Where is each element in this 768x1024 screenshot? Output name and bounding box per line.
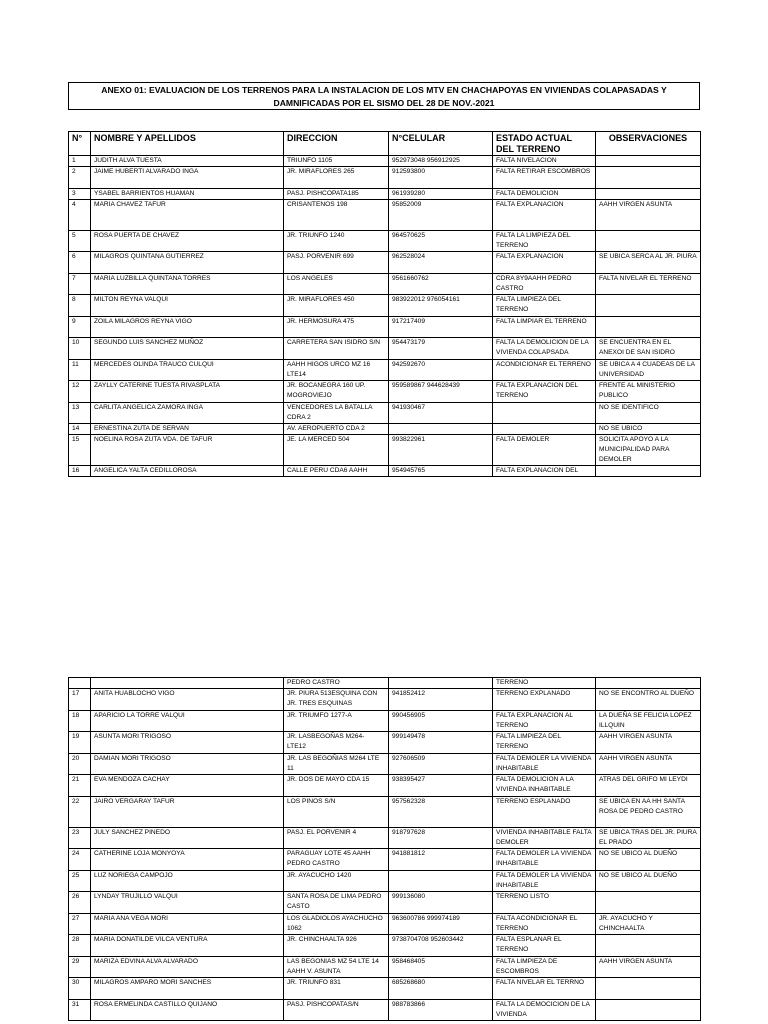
document-title: ANEXO 01: EVALUACION DE LOS TERRENOS PARA LA INSTALACION DE LOS MTV EN CHACHAPOYAS EN VIVIENDAS COLAPASADAS Y DAMNIFICADAS POR EL SISMO DEL 28 DE NOV.-2021 [68, 82, 700, 110]
cell-observations: AAHH VIRGEN ASUNTA [596, 199, 701, 230]
cell-phone: 95852009 [389, 199, 493, 230]
cell-observations [596, 678, 701, 689]
cell-observations: SE UBICA A 4 CUADEAS DE LA UNIVERSIDAD [596, 359, 701, 381]
cell-number: 14 [69, 424, 91, 435]
cell-status: FALTA EXPLANACION AL TERRENO [493, 710, 596, 732]
cell-observations [596, 466, 701, 477]
cell-address: PASJ. PISHCOPATA185 [284, 188, 389, 199]
cell-status: FALTA NIVELAR EL TERRNO [493, 978, 596, 1000]
cell-address: PASJ. EL PORVENIR 4 [284, 827, 389, 849]
cell-phone: 959589867 944628439 [389, 381, 493, 403]
cell-observations: NO SE IDENTIFICO [596, 402, 701, 424]
table-row [69, 732, 701, 754]
cell-name: MARIA ANA VEGA MORI [91, 913, 284, 935]
table-row [69, 710, 701, 732]
terrain-evaluation-table-page-1 [68, 131, 701, 477]
cell-name: MILAGROS AMPARO MORI SANCHES [91, 978, 284, 1000]
cell-observations: LA DUEÑA SE FELICIA LOPEZ ILLQUIN [596, 710, 701, 732]
cell-observations: NO SE UBICO [596, 424, 701, 435]
cell-phone: 938395427 [389, 775, 493, 797]
cell-phone: 918797628 [389, 827, 493, 849]
cell-number: 22 [69, 796, 91, 827]
cell-address: VENCEDORES LA BATALLA CDRA 2 [284, 402, 389, 424]
cell-status: FALTA LIMPIEZA DEL TERRENO [493, 732, 596, 754]
cell-address: JR. DOS DE MAYO CDA 15 [284, 775, 389, 797]
cell-observations: ATRAS DEL GRIFO MI LEYDI [596, 775, 701, 797]
table-row [69, 870, 701, 892]
table-row [69, 167, 701, 189]
cell-observations [596, 316, 701, 338]
cell-status: FALTA EXPLANACION [493, 252, 596, 274]
cell-phone: 941881812 [389, 849, 493, 871]
cell-number: 21 [69, 775, 91, 797]
cell-name: EVA MENDOZA CACHAY [91, 775, 284, 797]
table-row [69, 956, 701, 978]
table-row [69, 796, 701, 827]
cell-address: LOS ANGELES [284, 273, 389, 295]
cell-phone: 685268680 [389, 978, 493, 1000]
cell-observations: SE UBICA TRAS DEL JR. PIURA EL PRADO [596, 827, 701, 849]
cell-name: JAIRO VERGARAY TAFUR [91, 796, 284, 827]
terrain-evaluation-table-page-2 [68, 677, 701, 1021]
cell-status: FALTA LA DEMOLICION DE LA VIVIENDA COLAPSADA [493, 338, 596, 360]
cell-status: TERRENO EXPLANADO [493, 689, 596, 711]
col-header-status: ESTADO ACTUAL DEL TERRENO [493, 132, 596, 156]
cell-number: 10 [69, 338, 91, 360]
table-row-continuation [69, 678, 701, 689]
cell-status: FALTA DEMOLER [493, 435, 596, 466]
table-row [69, 935, 701, 957]
cell-name: JULY SANCHEZ PINEDO [91, 827, 284, 849]
cell-number: 20 [69, 753, 91, 775]
cell-status: FALTA EXPLANACION DEL [493, 466, 596, 477]
cell-address: PEDRO CASTRO [284, 678, 389, 689]
cell-observations [596, 188, 701, 199]
cell-address: LOS GLADIOLOS AYACHUCHO 1062 [284, 913, 389, 935]
cell-phone [389, 678, 493, 689]
cell-observations [596, 935, 701, 957]
cell-observations: AAHH VIRGEN ASUNTA [596, 732, 701, 754]
cell-status: FALTA DEMOLER LA VIVIENDA INHABITABLE [493, 849, 596, 871]
table-row [69, 252, 701, 274]
cell-address: LOS PINOS S/N [284, 796, 389, 827]
table-row [69, 435, 701, 466]
cell-status: FALTA EXPLANACION [493, 199, 596, 230]
cell-status: FALTA ESPLANAR EL TERRENO [493, 935, 596, 957]
table-row [69, 892, 701, 914]
cell-name: LYNDAY TRUJILLO VALQUI [91, 892, 284, 914]
cell-number: 2 [69, 167, 91, 189]
cell-phone: 941930467 [389, 402, 493, 424]
cell-address: AAHH HIGOS URCO MZ 16 LTE14 [284, 359, 389, 381]
cell-observations [596, 156, 701, 167]
table-row [69, 316, 701, 338]
table-row [69, 199, 701, 230]
cell-name: APARICIO LA TORRE VALQUI [91, 710, 284, 732]
col-header-name: NOMBRE Y APELLIDOS [91, 132, 284, 156]
cell-phone [389, 424, 493, 435]
cell-name: ERNESTINA ZUTA DE SERVAN [91, 424, 284, 435]
cell-observations [596, 295, 701, 317]
cell-number: 13 [69, 402, 91, 424]
col-header-observations: OBSERVACIONES [596, 132, 701, 156]
cell-number: 11 [69, 359, 91, 381]
cell-name: ASUNTA MORI TRIGOSO [91, 732, 284, 754]
cell-phone: 962528024 [389, 252, 493, 274]
cell-number: 8 [69, 295, 91, 317]
table-row [69, 913, 701, 935]
cell-observations: FALTA NIVELAR EL TERRENO [596, 273, 701, 295]
table-row [69, 753, 701, 775]
cell-address: PASJ. PISHCOPATAS/N [284, 999, 389, 1021]
cell-phone: 963600786 999974189 [389, 913, 493, 935]
table-row [69, 849, 701, 871]
cell-number: 18 [69, 710, 91, 732]
cell-number: 12 [69, 381, 91, 403]
cell-name: SEGUNDO LUIS SANCHEZ MUÑOZ [91, 338, 284, 360]
cell-observations [596, 999, 701, 1021]
table-row [69, 273, 701, 295]
cell-name: LUZ NORIEGA CAMPOJO [91, 870, 284, 892]
table-row [69, 188, 701, 199]
cell-status: FALTA LIMPIAR EL TERRENO [493, 316, 596, 338]
cell-address: JR. HERMOSURA 475 [284, 316, 389, 338]
cell-number: 27 [69, 913, 91, 935]
cell-phone: 941852412 [389, 689, 493, 711]
cell-number [69, 678, 91, 689]
cell-phone: 912593800 [389, 167, 493, 189]
cell-phone: 957562328 [389, 796, 493, 827]
cell-number: 23 [69, 827, 91, 849]
cell-address: JR. TRIUNFO 831 [284, 978, 389, 1000]
cell-address: LAS BEGONIAS MZ 54 LTE 14 AAHH V. ASUNTA [284, 956, 389, 978]
cell-phone: 990456905 [389, 710, 493, 732]
cell-number: 16 [69, 466, 91, 477]
cell-status: VIVIENDA INHABITABLE FALTA DEMOLER [493, 827, 596, 849]
cell-number: 31 [69, 999, 91, 1021]
cell-observations: SOLICITA APOYO A LA MUNICIPALIDAD PARA DEMOLER [596, 435, 701, 466]
cell-address: AV. AEROPUERTO CDA 2 [284, 424, 389, 435]
cell-address: JR. CHINCHAALTA 926 [284, 935, 389, 957]
cell-status: FALTA DEMOLER LA VIVIENDA INHABITABLE [493, 753, 596, 775]
cell-number: 3 [69, 188, 91, 199]
cell-number: 26 [69, 892, 91, 914]
cell-name: MARIA DONATILDE VILCA VENTURA [91, 935, 284, 957]
cell-number: 24 [69, 849, 91, 871]
cell-status [493, 402, 596, 424]
cell-address: CALLE PERU CDA6 AAHH [284, 466, 389, 477]
cell-name: ROSA ERMELINDA CASTILLO QUIJANO [91, 999, 284, 1021]
cell-address: CARRETERA SAN ISIDRO S/N [284, 338, 389, 360]
cell-status: ACONDICIONAR EL TERRENO [493, 359, 596, 381]
cell-address: PARAGUAY LOTE 45 AAHH PEDRO CASTRO [284, 849, 389, 871]
cell-address: SANTA ROSA DE LIMA PEDRO CASTO [284, 892, 389, 914]
cell-status: CDRA 8Y9AAHH PEDRO CASTRO [493, 273, 596, 295]
cell-phone: 988783866 [389, 999, 493, 1021]
table-row [69, 999, 701, 1021]
cell-name: MILAGROS QUINTANA GUTIERREZ [91, 252, 284, 274]
cell-phone [389, 870, 493, 892]
table-row [69, 359, 701, 381]
cell-phone: 917217409 [389, 316, 493, 338]
table-row [69, 466, 701, 477]
cell-status: FALTA DEMOLER LA VIVIENDA INHABITABLE [493, 870, 596, 892]
cell-status: FALTA LIMPIEZA DE ESCOMBROS [493, 956, 596, 978]
cell-observations: SE UBICA EN AA HH SANTA ROSA DE PEDRO CASTRO [596, 796, 701, 827]
cell-name: MILTON REYNA VALQUI [91, 295, 284, 317]
cell-observations: AAHH VIRGEN ASUNTA [596, 753, 701, 775]
cell-name: MARIA CHAVEZ TAFUR [91, 199, 284, 230]
cell-name: ANITA HUABLOCHO VIGO [91, 689, 284, 711]
cell-observations: FRENTE AL MINISTERIO PUBLICO [596, 381, 701, 403]
cell-observations [596, 230, 701, 252]
cell-status: FALTA EXPLANACION DEL TERRENO [493, 381, 596, 403]
cell-number: 29 [69, 956, 91, 978]
cell-name: MARIZA EDVINA ALVA ALVARADO [91, 956, 284, 978]
table-row [69, 402, 701, 424]
cell-observations [596, 892, 701, 914]
cell-name: DAMIAN MORI TRIGOSO [91, 753, 284, 775]
col-header-address: DIRECCION [284, 132, 389, 156]
cell-status [493, 424, 596, 435]
cell-number: 25 [69, 870, 91, 892]
cell-address: PASJ. PORVENIR 699 [284, 252, 389, 274]
cell-status: TERRENO LISTO [493, 892, 596, 914]
table-row [69, 156, 701, 167]
cell-observations: NO SE UBICO AL DUEÑO [596, 849, 701, 871]
cell-name: JAIME HUBERTI ALVARADO INGA [91, 167, 284, 189]
cell-name [91, 678, 284, 689]
cell-status: TERRENO ESPLANADO [493, 796, 596, 827]
cell-name: ZOILA MILAGROS REYNA VIGO [91, 316, 284, 338]
table-row [69, 689, 701, 711]
cell-number: 19 [69, 732, 91, 754]
cell-name: ZAYLLY CATERINE TUESTA RIVASPLATA [91, 381, 284, 403]
cell-number: 5 [69, 230, 91, 252]
cell-address: JR. PIURA 513ESQUINA CON JR. TRES ESQUINAS [284, 689, 389, 711]
table-header-row [69, 132, 701, 156]
cell-name: MERCEDES OLINDA TRAUCO CULQUI [91, 359, 284, 381]
table-row [69, 230, 701, 252]
table-row [69, 338, 701, 360]
cell-observations: JR. AYACUCHO Y CHINCHAALTA [596, 913, 701, 935]
cell-observations [596, 978, 701, 1000]
cell-phone: 954945765 [389, 466, 493, 477]
cell-status: FALTA LA LIMPIEZA DEL TERRENO [493, 230, 596, 252]
cell-name: CATHERINE LOJA MONYOYA [91, 849, 284, 871]
cell-address: JR. TRIUMFO 1277-A [284, 710, 389, 732]
cell-name: CARLITA ANGELICA ZAMORA INGA [91, 402, 284, 424]
cell-number: 7 [69, 273, 91, 295]
cell-number: 28 [69, 935, 91, 957]
cell-status: FALTA DEMOLICION [493, 188, 596, 199]
cell-status: FALTA ACONDICIONAR EL TERRENO [493, 913, 596, 935]
cell-status: FALTA LA DEMOCICION DE LA VIVIENDA [493, 999, 596, 1021]
cell-name: NOELINA ROSA ZUTA VDA. DE TAFUR [91, 435, 284, 466]
cell-status: FALTA LIMPIEZA DEL TERRENO [493, 295, 596, 317]
cell-number: 30 [69, 978, 91, 1000]
table-row [69, 381, 701, 403]
cell-status: TERRENO [493, 678, 596, 689]
cell-phone: 9738704708 952603442 [389, 935, 493, 957]
cell-phone: 999149478 [389, 732, 493, 754]
cell-phone: 927606509 [389, 753, 493, 775]
cell-status: FALTA DEMOLICION A LA VIVIENDA INHABITABLE [493, 775, 596, 797]
cell-observations: SE UBICA SERCA AL JR. PIURA [596, 252, 701, 274]
cell-address: JR. MIRAFLORES 265 [284, 167, 389, 189]
cell-number: 17 [69, 689, 91, 711]
cell-status: FALTA NIVELACION [493, 156, 596, 167]
cell-observations: NO SE UBICO AL DUEÑO [596, 870, 701, 892]
table-row [69, 827, 701, 849]
cell-phone: 942592670 [389, 359, 493, 381]
cell-address: JR. LASBEGOÑAS M264- LTE12 [284, 732, 389, 754]
cell-phone: 964570625 [389, 230, 493, 252]
table-row [69, 424, 701, 435]
cell-address: JR. LAS BEGOÑIAS M264 LTE 11 [284, 753, 389, 775]
cell-phone: 983922012 976054161 [389, 295, 493, 317]
cell-address: JE. LA MERCED 504 [284, 435, 389, 466]
cell-number: 15 [69, 435, 91, 466]
cell-address: CRISANTENOS 198 [284, 199, 389, 230]
cell-phone: 993822961 [389, 435, 493, 466]
cell-phone: 9561660762 [389, 273, 493, 295]
cell-number: 4 [69, 199, 91, 230]
table-row [69, 295, 701, 317]
cell-number: 9 [69, 316, 91, 338]
cell-address: TRIUNFO 1105 [284, 156, 389, 167]
cell-number: 1 [69, 156, 91, 167]
cell-observations: NO SE ENCONTRO AL DUEÑO [596, 689, 701, 711]
cell-observations: AAHH VIRGEN ASUNTA [596, 956, 701, 978]
cell-name: MARIA LUZBILLA QUINTANA TORRES [91, 273, 284, 295]
cell-address: JR. MIRAFLORES 450 [284, 295, 389, 317]
cell-status: FALTA RETIRAR ESCOMBROS [493, 167, 596, 189]
cell-number: 6 [69, 252, 91, 274]
col-header-phone: N°CELULAR [389, 132, 493, 156]
cell-phone: 999136080 [389, 892, 493, 914]
cell-address: JR. AYACUCHO 1420 [284, 870, 389, 892]
cell-observations [596, 167, 701, 189]
cell-phone: 958468405 [389, 956, 493, 978]
col-header-number: N° [69, 132, 91, 156]
cell-name: ANGELICA YALTA CEDILLOROSA [91, 466, 284, 477]
cell-phone: 961939280 [389, 188, 493, 199]
cell-phone: 952973048 956912925 [389, 156, 493, 167]
cell-phone: 954473179 [389, 338, 493, 360]
cell-observations: SE ENCUENTRA EN EL ANEXOI DE SAN ISIDRO [596, 338, 701, 360]
cell-name: JUDITH ALVA TUESTA [91, 156, 284, 167]
cell-address: JR. BOCANEGRA 160 UP. MOGROVIEJO [284, 381, 389, 403]
cell-address: JR. TRIUNFO 1240 [284, 230, 389, 252]
table-row [69, 978, 701, 1000]
table-row [69, 775, 701, 797]
cell-name: YSABEL BARRIENTOS HUAMAN [91, 188, 284, 199]
cell-name: ROSA PUERTA DE CHAVEZ [91, 230, 284, 252]
